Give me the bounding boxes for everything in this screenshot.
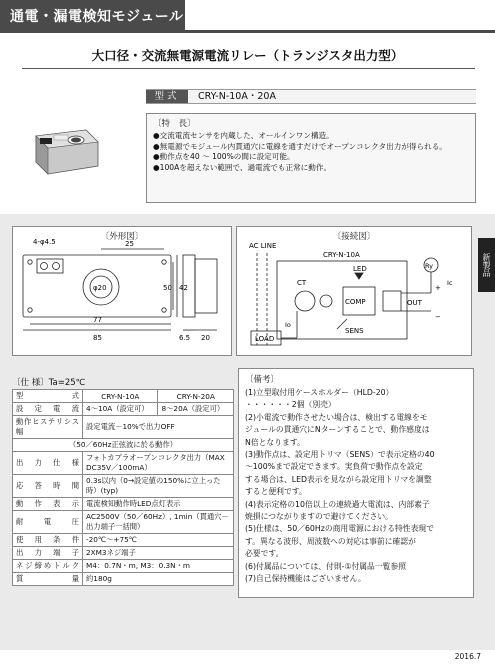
spec-label: 設 定 電 流 xyxy=(13,403,83,416)
label-led: LED xyxy=(353,265,367,273)
spec-row xyxy=(13,560,234,573)
remark-line: する場合は、LED表示を見ながら設定用トリマを調整 xyxy=(245,474,432,484)
dim-85: 85 xyxy=(93,334,102,342)
outline-drawing-panel xyxy=(12,226,232,356)
remark-line: すると便利です。 xyxy=(245,487,307,497)
spec-header-row xyxy=(13,390,234,403)
spec-header-20a: CRY-N-20A xyxy=(158,390,234,403)
spec-label: 動 作 表 示 xyxy=(13,498,83,511)
page-title: 大口径・交流無電源電流リレー（トランジスタ出力型） xyxy=(91,48,404,63)
label-out: OUT xyxy=(407,299,422,307)
label-load: LOAD xyxy=(255,335,275,343)
spec-value: 電流検知動作時LED点灯表示 xyxy=(83,498,234,511)
dim-25: 25 xyxy=(125,240,134,248)
remark-line: ジュールの貫通穴にNターンすることで、動作感度は xyxy=(245,425,430,435)
spec-value: AC2500V（50／60Hz）, 1min（貫通穴－出力端子一括間） xyxy=(83,511,234,534)
label-ct: CT xyxy=(297,279,307,287)
outline-drawing xyxy=(13,227,233,357)
spec-label: 質 量 xyxy=(13,573,83,586)
label-ic: Ic xyxy=(447,279,453,287)
spec-header-label: 型 式 xyxy=(13,390,83,403)
spec-row xyxy=(13,403,234,416)
remark-line: ～100%まで設定できます。実負荷で動作点を設定 xyxy=(245,462,423,472)
spec-row xyxy=(13,498,234,511)
label-ry: Ry xyxy=(425,262,434,270)
spec-row xyxy=(13,573,234,586)
label-ac-line: AC LINE xyxy=(249,242,277,250)
label-minus: − xyxy=(435,313,441,321)
remark-line: 焼損につながりますので避けてください。 xyxy=(245,512,393,522)
label-model: CRY-N-10A xyxy=(323,251,360,259)
spec-label: ネジ締めトルク xyxy=(13,560,83,573)
spec-value: 0.3s以内（0→設定値の150%に立上った時）(typ) xyxy=(83,475,234,498)
remarks-title: 〔備考〕 xyxy=(245,375,280,385)
category-label: 通電・漏電検知モジュール xyxy=(10,9,184,25)
label-plus: + xyxy=(435,284,441,292)
model-value: CRY-N-10A・20A xyxy=(198,91,276,102)
spec-value: M4：0.7N・m, M3：0.3N・m xyxy=(83,560,234,573)
remark-line: (3)動作点は、設定用トリマ（SENS）で表示定格の40 xyxy=(245,450,435,460)
remark-line: N倍となります。 xyxy=(245,437,305,447)
remark-line: ・・・・・・2個（別売） xyxy=(245,400,336,410)
features-box xyxy=(146,113,476,203)
features-title: 〔特 長〕 xyxy=(153,119,196,129)
remarks-list xyxy=(245,387,467,586)
spec-row xyxy=(13,547,234,560)
feature-item: ●無電源でモジュール内貫通穴に電線を通すだけでオープンコレクタ出力が得られる。 xyxy=(153,141,447,151)
spec-label: 出 力 端 子 xyxy=(13,547,83,560)
spec-row xyxy=(13,452,234,475)
spec-value: （50／60Hz正弦波に於る動作） xyxy=(13,439,234,452)
header-rule xyxy=(0,30,495,33)
spec-value: 4～10A（設定可） xyxy=(83,403,158,416)
spec-row xyxy=(13,511,234,534)
spec-title: 〔仕 様〕Ta=25℃ xyxy=(12,378,86,388)
spec-value: 約180g xyxy=(83,573,234,586)
spec-label: 耐 電 圧 xyxy=(13,511,83,534)
category-tab xyxy=(0,0,185,30)
remark-line: (1)立型取付用ケースホルダー（HLD-20） xyxy=(245,388,394,397)
spec-value: -20℃～+75℃ xyxy=(83,534,234,547)
spec-row xyxy=(13,439,234,452)
spec-label: 動作ヒステリシス幅 xyxy=(13,416,83,439)
dim-bore: φ20 xyxy=(93,284,107,292)
label-io: Io xyxy=(285,321,291,329)
product-photo xyxy=(30,120,102,180)
remark-line: (6)付属品については、付則-①付属品一覧参照 xyxy=(245,561,407,571)
remarks-box xyxy=(238,368,474,598)
spec-row xyxy=(13,475,234,498)
remark-line: (5)仕様は、50／60Hzの商用電源における特性表現で xyxy=(245,524,434,534)
remark-line: 必要です。 xyxy=(245,549,284,559)
header-bar xyxy=(0,0,495,34)
features-list xyxy=(153,131,469,173)
remark-line: (7)自己保持機能はございません。 xyxy=(245,574,366,584)
feature-item: ●動作点を40 ～ 100%の間に設定可能。 xyxy=(153,152,295,161)
outline-title: 〔外形図〕 xyxy=(100,232,144,242)
dim-42: 42 xyxy=(179,284,188,292)
model-label: 型式 xyxy=(146,90,188,103)
remark-line: (4)表示定格の10倍以上の連続過大電流は、内部素子 xyxy=(245,499,430,509)
wiring-title: 〔接続図〕 xyxy=(332,232,376,242)
title-underline xyxy=(22,68,475,69)
remark-line: す。異なる波形、周波数への対応は事前に確認が xyxy=(245,536,416,546)
spec-row xyxy=(13,416,234,439)
dim-50: 50 xyxy=(163,284,172,292)
feature-item: ●交流電流センサを内蔵した、オールインワン構造。 xyxy=(153,131,334,140)
wiring-diagram xyxy=(237,227,473,357)
spec-value: 2XM3ネジ端子 xyxy=(83,547,234,560)
remark-line: (2)小電流で動作させたい場合は、検出する電線をモ xyxy=(245,412,428,422)
spec-value: フォトカプラオープンコレクタ出力（MAX DC35V／100mA） xyxy=(83,452,234,475)
spec-header-10a: CRY-N-10A xyxy=(83,390,158,403)
dim-6-5: 6.5 xyxy=(179,334,191,342)
spec-value: 8～20A（設定可） xyxy=(158,403,234,416)
spec-label: 応 答 時 間 xyxy=(13,475,83,498)
wiring-diagram-panel xyxy=(236,226,472,356)
dim-20: 20 xyxy=(201,334,210,342)
dim-77: 77 xyxy=(93,316,102,324)
feature-item: ●100Aを超えない範囲で、過電流でも正常に動作。 xyxy=(153,162,332,172)
model-bar xyxy=(146,89,476,104)
spec-row xyxy=(13,534,234,547)
side-tab: 新製品 xyxy=(478,238,495,292)
spec-value: 設定電流－10%で出力OFF xyxy=(83,416,234,439)
spec-table xyxy=(12,389,234,586)
footer-date: 2016.7 xyxy=(454,652,481,661)
spec-label: 使 用 条 件 xyxy=(13,534,83,547)
dim-holes: 4-φ4.5 xyxy=(33,238,56,246)
label-sens: SENS xyxy=(345,327,364,335)
label-comp: COMP xyxy=(345,298,366,306)
spec-label: 出 力 仕 様 xyxy=(13,452,83,475)
